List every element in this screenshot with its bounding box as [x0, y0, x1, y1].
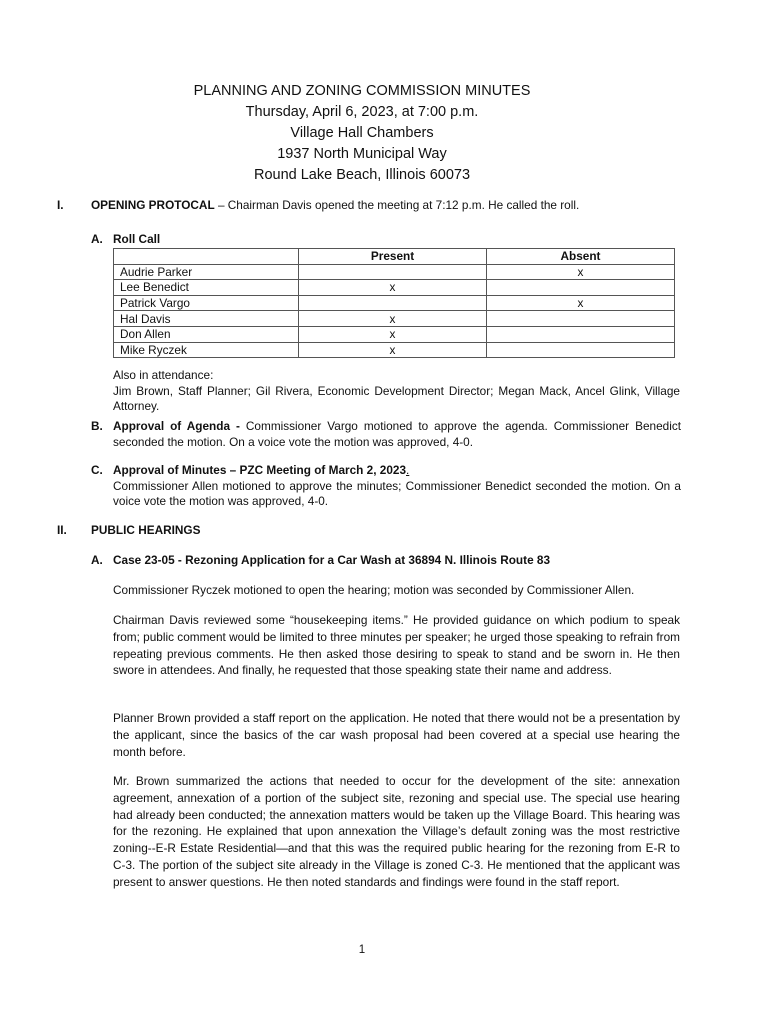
- present-mark: [299, 264, 487, 280]
- subsection-label: A.: [91, 553, 103, 567]
- attendance-text: Jim Brown, Staff Planner; Gil Rivera, Economic Development Director; Megan Mack, Ancel Glink, Village Attorney.: [113, 383, 680, 413]
- minutes-header: [0, 81, 724, 186]
- header-title: PLANNING AND ZONING COMMISSION MINUTES: [193, 83, 531, 99]
- subsection-label: A.: [91, 232, 103, 246]
- header-date: Thursday, April 6, 2023, at 7:00 p.m.: [245, 104, 479, 120]
- attendance-label: Also in attendance:: [113, 368, 214, 382]
- member-name: Lee Benedict: [114, 280, 299, 296]
- absent-mark: [487, 326, 675, 342]
- column-header-absent: Absent: [487, 249, 675, 265]
- section-title: PUBLIC HEARINGS: [91, 523, 201, 537]
- absent-mark: [487, 280, 675, 296]
- subsection-label: B.: [91, 419, 103, 433]
- table-header-row: [114, 249, 675, 265]
- subsection-title: Approval of Minutes – PZC Meeting of March 2, 2023: [113, 463, 407, 477]
- subsection-body: [113, 419, 681, 450]
- member-name: Patrick Vargo: [114, 295, 299, 311]
- section-text: – Chairman Davis opened the meeting at 7:12 p.m. He called the roll.: [214, 198, 580, 212]
- table-row: [114, 311, 675, 327]
- present-mark: x: [299, 280, 487, 296]
- subsection-text: Commissioner Allen motioned to approve the minutes; Commissioner Benedict seconded the motion. On a voice vote the motion was approved, 4-0.: [113, 478, 681, 508]
- table-row: [114, 280, 675, 296]
- roll-call-table: [113, 248, 675, 358]
- subsection-title: Case 23-05 - Rezoning Application for a Car Wash at 36894 N. Illinois Route 83: [113, 553, 551, 567]
- member-name: Don Allen: [114, 326, 299, 342]
- header-city: Round Lake Beach, Illinois 60073: [253, 167, 471, 183]
- table-row: [114, 264, 675, 280]
- table-row: [114, 342, 675, 358]
- section-title: OPENING PROTOCAL: [91, 198, 215, 212]
- subsection-text: Commissioner Vargo motioned to approve the agenda. Commissioner Benedict seconded the motion. On a voice vote the motion was approved, 4-0.: [113, 419, 681, 449]
- present-mark: [299, 295, 487, 311]
- header-location: Village Hall Chambers: [290, 125, 434, 141]
- section-number: II.: [57, 523, 67, 537]
- column-header-present: Present: [299, 249, 487, 265]
- present-mark: x: [299, 342, 487, 358]
- absent-mark: x: [487, 264, 675, 280]
- present-mark: x: [299, 326, 487, 342]
- subsection-heading: [113, 463, 681, 479]
- page-number: 1: [358, 944, 366, 956]
- absent-mark: [487, 342, 675, 358]
- section-number: I.: [57, 198, 64, 212]
- subsection-title: Approval of Agenda -: [113, 419, 240, 433]
- table-row: [114, 295, 675, 311]
- header-street: 1937 North Municipal Way: [277, 146, 447, 162]
- paragraph: Planner Brown provided a staff report on the application. He noted that there would not be a presentation by the applicant, since the basics of the car wash proposal had been covered at a special use hearing the month before.: [113, 711, 680, 759]
- subsection-title: Roll Call: [113, 232, 161, 246]
- section-line: [91, 198, 579, 212]
- subsection-label: C.: [91, 463, 103, 477]
- absent-mark: x: [487, 295, 675, 311]
- member-name: Mike Ryczek: [114, 342, 299, 358]
- member-name: Hal Davis: [114, 311, 299, 327]
- table-row: [114, 326, 675, 342]
- title-period: .: [406, 463, 410, 477]
- attendance-note: [113, 368, 680, 415]
- column-header-name: [114, 249, 299, 265]
- present-mark: x: [299, 311, 487, 327]
- paragraph: Mr. Brown summarized the actions that needed to occur for the development of the site: annexation agreement, annexation of a portion of the subject site, rezoning and special use. The special use hearing had already been conducted; the annexation matters would be taken up the Village Board. This hearing was for the rezoning. He explained that upon annexation the Village’s default zoning was the most restrictive zoning--E-R Estate Residential—and that this was the required public hearing for the rezoning from E-R to C-3. The portion of the subject site already in the Village is zoned C-3. He mentioned that the applicant was present to answer questions. He then noted standards and findings were found in the staff report.: [113, 774, 680, 889]
- subsection-body: [113, 463, 681, 510]
- paragraph: Chairman Davis reviewed some “housekeeping items.” He provided guidance on which podium to speak from; public comment would be limited to three minutes per speaker; he urged those speaking to refrain from repeating previous comments. He then asked those desiring to speak to stand and be sworn in. He then swore in attendees. And finally, he requested that those speaking state their name and address.: [113, 613, 680, 678]
- member-name: Audrie Parker: [114, 264, 299, 280]
- paragraph: Commissioner Ryczek motioned to open the hearing; motion was seconded by Commissioner Allen.: [113, 583, 635, 597]
- absent-mark: [487, 311, 675, 327]
